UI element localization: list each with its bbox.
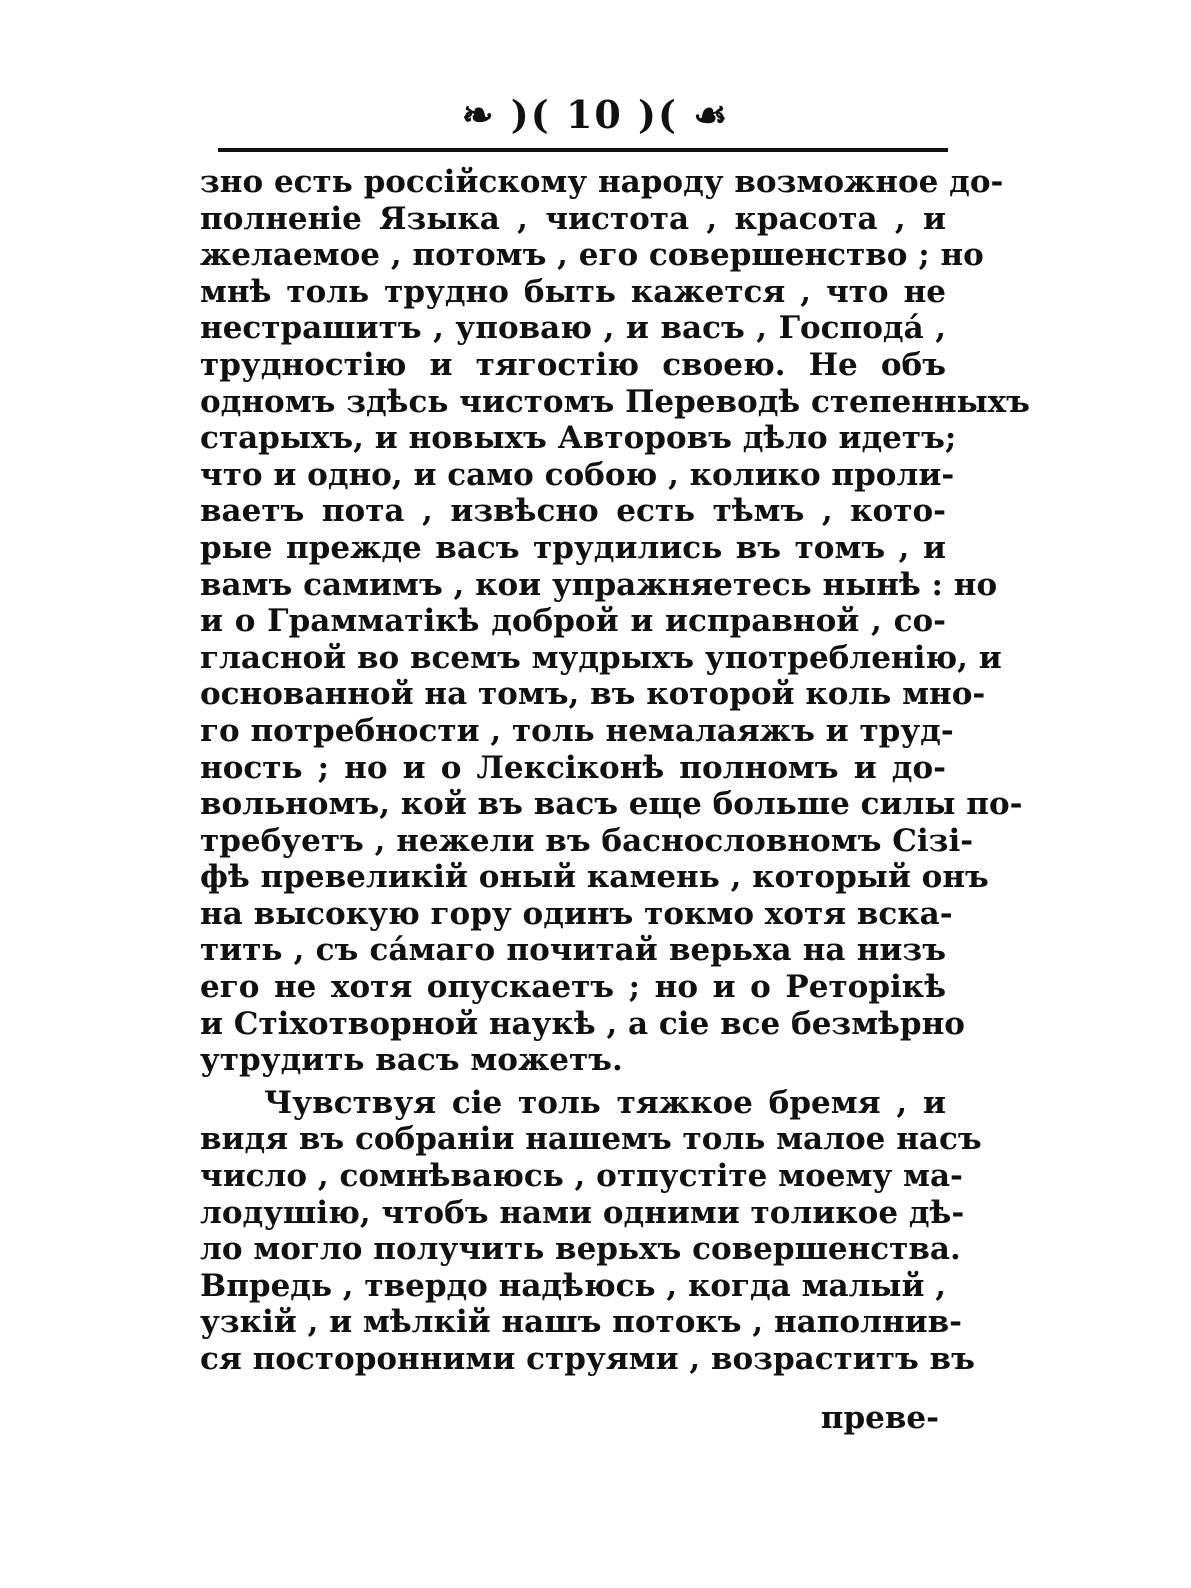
text-line: одномъ здѣсь чистомъ Переводѣ степенныхъ	[200, 383, 1030, 420]
paragraph-1	[200, 164, 1030, 1079]
text-line: узкій , и мѣлкій нашъ потокъ , наполнив-	[200, 1304, 963, 1341]
text-line: число , сомнѣваюсь , отпустіте моему ма-	[200, 1158, 963, 1195]
page-number-label: ❧ )( 10 )( ☙	[461, 92, 730, 137]
text-line: вамъ самимъ , кои упражняетесь нынѣ : но	[200, 566, 998, 603]
text-line: его не хотя опускаетъ ; но и о Реторікѣ	[200, 969, 946, 1006]
text-line: видя въ собраніи нашемъ толь малое насъ	[200, 1121, 982, 1158]
text-line: требуетъ , нежели въ баснословномъ Сізі-	[200, 822, 974, 859]
text-line: и Стіхотворной наукѣ , а сіе все безмѣрно	[200, 1005, 965, 1042]
text-line: лодушію, чтобъ нами одними толикое дѣ-	[200, 1194, 965, 1231]
text-line: нестрашитъ , уповаю , и васъ , Господа́ ,	[200, 310, 946, 347]
text-line: желаемое , потомъ , его совершенство ; но	[200, 237, 984, 274]
text-line: старыхъ, и новыхъ Авторовъ дѣло идетъ;	[200, 420, 957, 457]
catchword: преве-	[820, 1400, 939, 1436]
text-line: ся посторонними струями , возраститъ въ	[200, 1341, 975, 1377]
text-line: основанной на томъ, въ которой коль мно-	[200, 676, 986, 713]
text-line: Чувствуя сіе толь тяжкое бремя , и	[264, 1084, 946, 1121]
text-line: и о Грамматікѣ доброй и исправной , со-	[200, 603, 946, 640]
text-line: зно есть россійскому народу возможное до-	[200, 164, 1004, 200]
text-line: вольномъ, кой въ васъ еще больше силы по-	[200, 786, 1023, 823]
text-line: трудностію и тягостію своею. Не объ	[200, 346, 946, 383]
text-line: мнѣ толь трудно быть кажется , что не	[200, 273, 946, 310]
page-header	[0, 92, 1191, 138]
paragraph-2	[200, 1084, 982, 1378]
text-line: ваетъ пота , извѣсно есть тѣмъ , кото-	[200, 493, 946, 530]
body-text	[200, 164, 1030, 1378]
text-line: го потребности , толь немалаяжъ и труд-	[200, 712, 954, 749]
text-line: ность ; но и о Лексіконѣ полномъ и до-	[200, 749, 946, 786]
text-line: рые прежде васъ трудились въ томъ , и	[200, 529, 946, 566]
text-line: гласной во всемъ мудрыхъ употребленію, и	[200, 639, 1002, 676]
text-line: на высокую гору одинъ токмо хотя вска-	[200, 895, 953, 932]
text-line: что и одно, и само собою , колико проли-	[200, 456, 955, 493]
text-line: Впредь , твердо надѣюсь , когда малый ,	[200, 1267, 947, 1304]
text-line: утрудить васъ можетъ.	[200, 1042, 623, 1079]
text-line: фѣ превеликій оный камень , который онъ	[200, 859, 989, 896]
text-line: ло могло получить верьхъ совершенства.	[200, 1231, 961, 1268]
header-rule	[218, 148, 948, 152]
text-line: полненіе Языка , чистота , красота , и	[200, 200, 946, 237]
text-line: тить , съ са́маго почитай верьха на низъ	[200, 932, 946, 969]
